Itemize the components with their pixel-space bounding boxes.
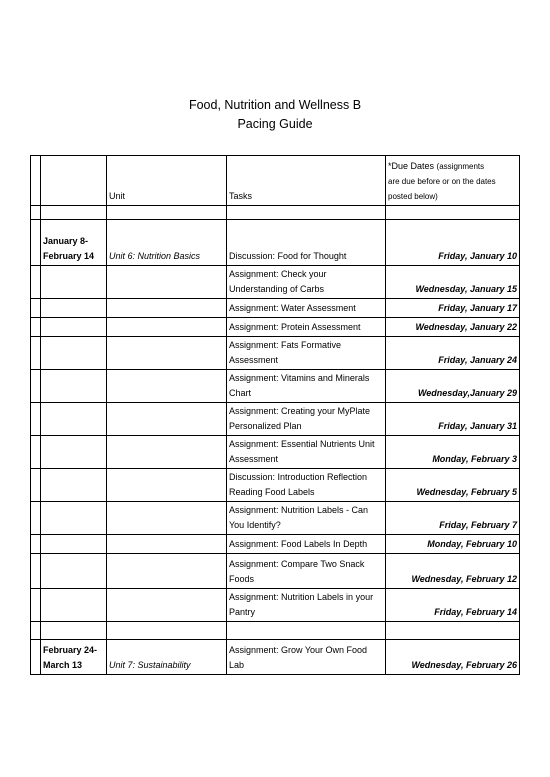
due-date: Wednesday, February 26	[386, 640, 520, 675]
task-name: Assignment: Protein Assessment	[227, 318, 386, 337]
due-date: Friday, January 10	[386, 220, 520, 266]
due-date: Friday, February 7	[386, 502, 520, 535]
task-name: Assignment: Vitamins and Minerals Chart	[227, 370, 386, 403]
due-date: Friday, February 14	[386, 589, 520, 622]
table-row	[31, 640, 520, 675]
week-header-cell	[41, 156, 107, 206]
tasks-header: Tasks	[227, 156, 386, 206]
due-date: Wednesday, January 15	[386, 266, 520, 299]
task-name: Assignment: Nutrition Labels in your Pantry	[227, 589, 386, 622]
spacer-row	[31, 206, 520, 220]
header-row	[31, 156, 520, 206]
due-dates-header	[386, 156, 520, 206]
table-row	[31, 535, 520, 554]
table-row	[31, 337, 520, 370]
due-dates-note-3: posted below)	[388, 192, 438, 201]
due-date: Friday, January 31	[386, 403, 520, 436]
table-row	[31, 220, 520, 266]
due-date: Wednesday, February 12	[386, 554, 520, 589]
index-cell	[31, 156, 41, 206]
due-date: Wednesday, February 5	[386, 469, 520, 502]
table-row	[31, 318, 520, 337]
table-row	[31, 370, 520, 403]
task-name: Assignment: Fats Formative Assessment	[227, 337, 386, 370]
due-date: Wednesday,January 29	[386, 370, 520, 403]
due-date: Friday, January 24	[386, 337, 520, 370]
week-range: January 8-February 14	[41, 220, 107, 266]
week-range: February 24-March 13	[41, 640, 107, 675]
due-dates-note-1: (assignments	[436, 162, 485, 171]
unit-header: Unit	[107, 156, 227, 206]
table-row	[31, 299, 520, 318]
document-title: Food, Nutrition and Wellness B	[188, 98, 362, 112]
table-row	[31, 469, 520, 502]
table-row	[31, 589, 520, 622]
task-name: Assignment: Water Assessment	[227, 299, 386, 318]
document-subtitle: Pacing Guide	[237, 117, 313, 131]
task-name: Assignment: Check your Understanding of Carbs	[227, 266, 386, 299]
task-name: Assignment: Essential Nutrients Unit Assessment	[227, 436, 386, 469]
due-date: Wednesday, January 22	[386, 318, 520, 337]
task-name: Assignment: Grow Your Own Food Lab	[227, 640, 386, 675]
due-date: Friday, January 17	[386, 299, 520, 318]
unit-name: Unit 7: Sustainability	[107, 640, 227, 675]
task-name: Assignment: Food Labels In Depth	[227, 535, 386, 554]
task-name: Discussion: Introduction Reflection Reading Food Labels	[227, 469, 386, 502]
table-row	[31, 403, 520, 436]
due-date: Monday, February 3	[386, 436, 520, 469]
table-row	[31, 436, 520, 469]
task-name: Discussion: Food for Thought	[227, 220, 386, 266]
task-name: Assignment: Compare Two Snack Foods	[227, 554, 386, 589]
unit-name: Unit 6: Nutrition Basics	[107, 220, 227, 266]
task-name: Assignment: Nutrition Labels - Can You Identify?	[227, 502, 386, 535]
due-dates-note-2: are due before or on the dates	[388, 177, 496, 186]
table-row	[31, 554, 520, 589]
due-dates-label: *Due Dates	[388, 161, 435, 171]
table-row	[31, 266, 520, 299]
pacing-table	[30, 155, 520, 675]
task-name: Assignment: Creating your MyPlate Personalized Plan	[227, 403, 386, 436]
table-row	[31, 502, 520, 535]
due-date: Monday, February 10	[386, 535, 520, 554]
spacer-row	[31, 622, 520, 640]
